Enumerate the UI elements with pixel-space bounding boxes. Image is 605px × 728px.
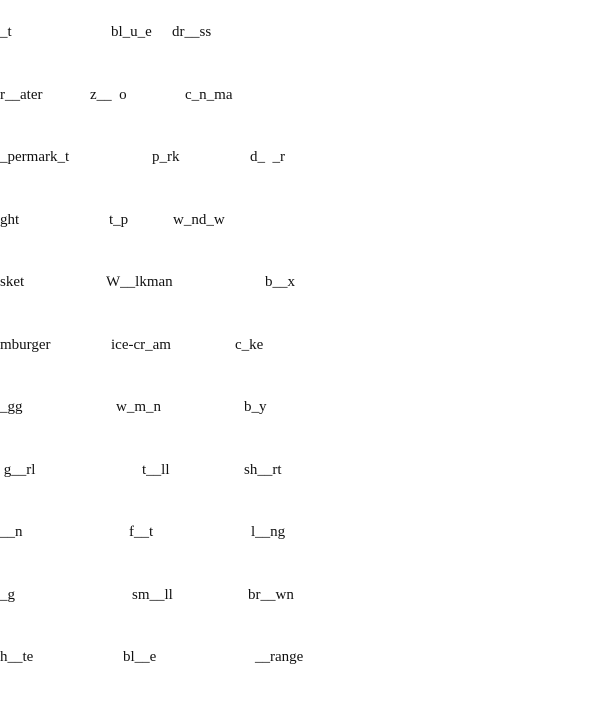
- word-col-3: b__x: [265, 274, 295, 290]
- word-col-3: w_nd_w: [173, 212, 225, 228]
- word-col-2: p_rk: [152, 149, 180, 165]
- worksheet-row-11: [0, 648, 605, 678]
- word-col-3: dr__ss: [172, 24, 212, 40]
- worksheet-row-7: [0, 398, 605, 428]
- word-col-3: __range: [255, 649, 304, 665]
- worksheet-row-5: [0, 273, 605, 303]
- word-col-2: bl_u_e: [111, 24, 152, 40]
- word-col-1: _g: [0, 587, 15, 603]
- word-col-1: _permark_t: [0, 149, 70, 165]
- word-col-2: t_p: [109, 212, 129, 228]
- word-col-2: bl__e: [123, 649, 157, 665]
- word-col-1: __n: [0, 524, 23, 540]
- word-col-2: t__ll: [142, 462, 170, 478]
- word-col-3: c_ke: [235, 337, 264, 353]
- word-col-1: g__rl: [0, 462, 36, 478]
- word-col-1: _t: [0, 24, 12, 40]
- worksheet-row-8: [0, 461, 605, 491]
- word-col-2: f__t: [129, 524, 154, 540]
- word-col-2: sm__ll: [132, 587, 173, 603]
- worksheet-row-6: [0, 336, 605, 366]
- worksheet-row-10: [0, 586, 605, 616]
- worksheet-row-3: [0, 148, 605, 178]
- word-col-1: ght: [0, 212, 20, 228]
- word-col-3: sh__rt: [244, 462, 282, 478]
- word-col-2: z__ o: [90, 87, 127, 103]
- word-col-2: W__lkman: [106, 274, 173, 290]
- word-col-1: h__te: [0, 649, 34, 665]
- word-col-1: _gg: [0, 399, 23, 415]
- worksheet-row-4: [0, 211, 605, 241]
- word-col-3: d_ _r: [250, 149, 285, 165]
- word-col-1: mburger: [0, 337, 51, 353]
- word-col-2: ice-cr_am: [111, 337, 171, 353]
- word-col-3: b_y: [244, 399, 267, 415]
- word-col-3: l__ng: [251, 524, 286, 540]
- worksheet-row-9: [0, 523, 605, 553]
- word-col-1: r__ater: [0, 87, 43, 103]
- worksheet-row-1: [0, 23, 605, 53]
- word-col-2: w_m_n: [116, 399, 161, 415]
- word-col-3: c_n_ma: [185, 87, 233, 103]
- word-col-3: br__wn: [248, 587, 294, 603]
- word-col-1: sket: [0, 274, 25, 290]
- worksheet-row-2: [0, 86, 605, 116]
